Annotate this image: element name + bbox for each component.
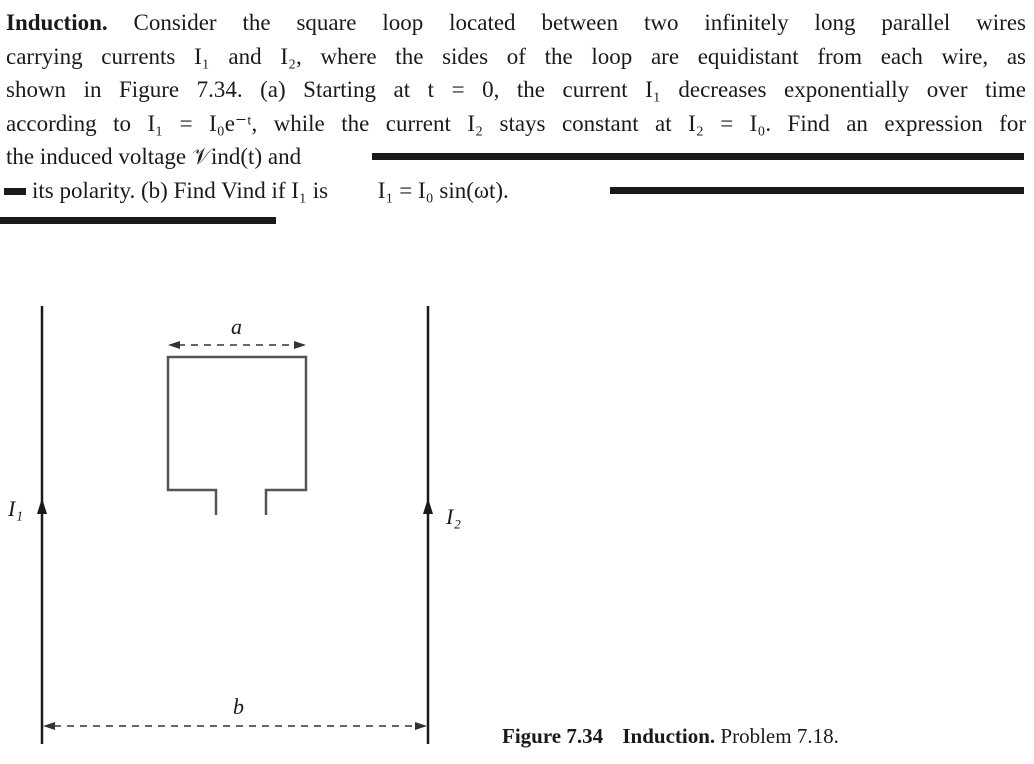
problem-line-7: [6, 207, 1026, 241]
problem-line-2: carrying currents I₁ and I₂, where the sides of the loop are equidistant from each wire, as: [6, 43, 1026, 69]
redaction-bar: [4, 188, 26, 195]
label-I1: I₁: [8, 496, 23, 521]
dimension-a-right-arrow-icon: [294, 341, 306, 349]
problem-line-5-text: the induced voltage 𝒱ind(t) and: [6, 144, 302, 169]
problem-line-3: shown in Figure 7.34. (a) Starting at t = 0, the current I₁ decreases exponentially over time: [6, 77, 1026, 102]
label-b: b: [233, 694, 244, 719]
redaction-bar: [610, 187, 1024, 194]
caption-title: Induction.: [622, 724, 716, 748]
problem-line-1: [6, 6, 1026, 40]
right-wire-current-arrow-icon: [423, 498, 433, 514]
figure-7-34-diagram: [0, 290, 1034, 764]
label-I2: I₂: [446, 504, 461, 529]
problem-line-6-text: its polarity. (b) Find Vind if I₁ is: [32, 177, 329, 203]
problem-line-6: [6, 174, 1026, 208]
dimension-a-left-arrow-icon: [168, 341, 180, 349]
dimension-b-right-arrow-icon: [415, 722, 427, 730]
label-a: a: [231, 314, 242, 339]
problem-text: [6, 6, 1026, 241]
problem-line-6-formula: I₁ = I₀ sin(ωt).: [377, 177, 509, 203]
problem-line-5: [6, 140, 1026, 174]
square-loop: [168, 357, 306, 515]
left-wire-current-arrow-icon: [37, 498, 47, 514]
problem-line-1-text: Consider the square loop located between two infinitely long parallel wires: [133, 10, 1026, 35]
caption-text: Problem 7.18.: [720, 724, 839, 748]
figure-caption: [502, 724, 839, 749]
dimension-b-left-arrow-icon: [43, 722, 55, 730]
problem-line-4: according to I₁ = I₀e⁻ᵗ, while the current I₂ stays constant at I₂ = I₀. Find an expression for: [6, 110, 1026, 136]
caption-label: Figure 7.34: [502, 724, 604, 748]
redaction-bar: [372, 153, 1024, 160]
redaction-bar: [0, 217, 276, 224]
problem-heading: Induction.: [6, 10, 108, 35]
